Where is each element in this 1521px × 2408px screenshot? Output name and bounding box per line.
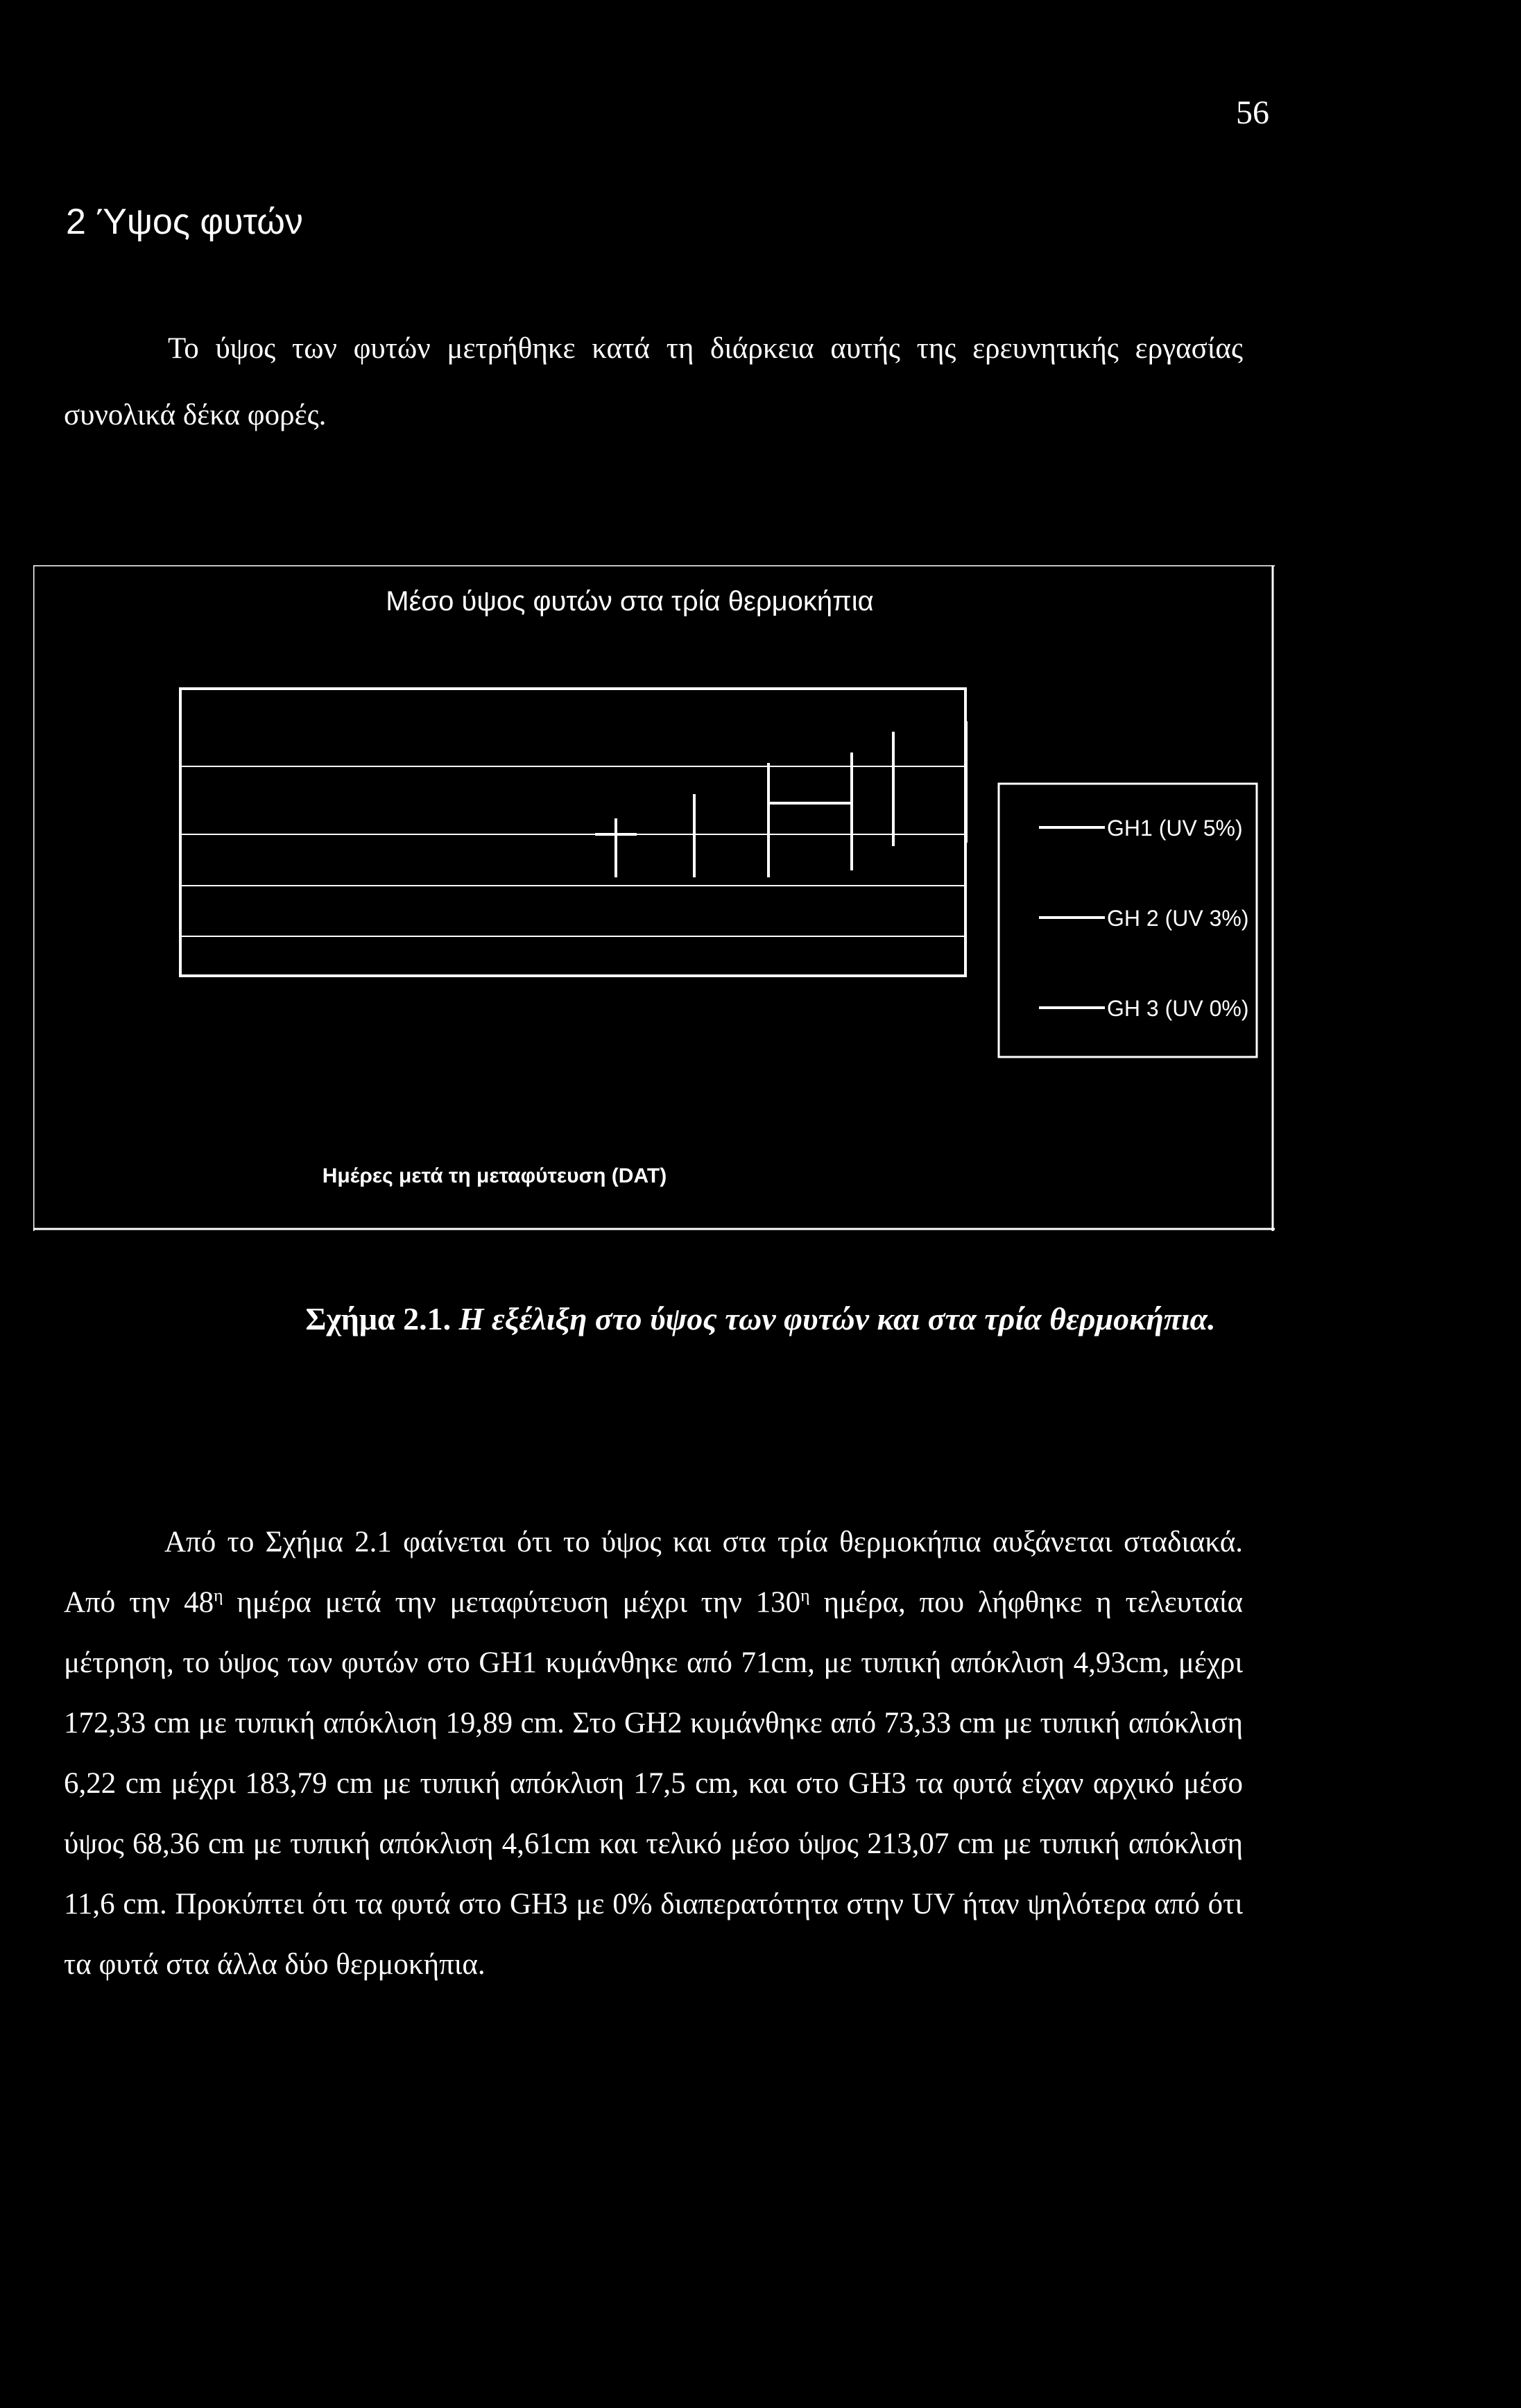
section-heading: 2 Ύψος φυτών (66, 202, 303, 242)
results-ordinal-2: η (800, 1585, 810, 1606)
series-marks (595, 721, 966, 877)
legend-label: GH 3 (UV 0%) (1107, 996, 1249, 1021)
chart-title: Μέσο ύψος φυτών στα τρία θερμοκήπια (386, 586, 874, 617)
intro-paragraph: Το ύψος των φυτών μετρήθηκε κατά τη διάρκεια αυτής της ερευνητικής εργασίας συνολικά δέκα φορές. (64, 332, 1243, 431)
results-text-2: ημέρα μετά την μεταφύτευση μέχρι την 130 (223, 1586, 801, 1619)
figure-caption (0, 1300, 1521, 1337)
results-ordinal-1: η (214, 1585, 223, 1606)
plot-area (180, 689, 965, 976)
page-number: 56 (1236, 94, 1269, 131)
results-text-1: Από το Σχήμα 2.1 φαίνεται ότι το ύψος και στα τρία θερμοκήπια αυξάνεται σταδιακά. Από την 48 (64, 1526, 1243, 1619)
figure-chart (33, 565, 1275, 1231)
figure-caption-label: Σχήμα 2.1. (305, 1301, 452, 1336)
figure-caption-text: Η εξέλιξη στο ύψος των φυτών και στα τρία θερμοκήπια. (451, 1301, 1216, 1336)
legend-label: GH1 (UV 5%) (1107, 816, 1243, 841)
results-text-3: ημέρα, που λήφθηκε η τελευταία μέτρηση, το ύψος των φυτών στο GH1 κυμάνθηκε από 71cm, με τυπική απόκλιση 4,93cm, μέχρι 172,33 cm με τυπική απόκλιση 19,89 cm. Στο GH2 κυμάνθηκε από 73,33 cm με τυπική απόκλιση 6,22 cm μέχρι 183,79 cm με τυπική απόκλιση 17,5 cm, και στο GH3 τα φυτά είχαν αρχικό μέσο ύψος 68,36 cm με τυπική απόκλιση 4,61cm και τελικό μέσο ύψος 213,07 cm με τυπική απόκλιση 11,6 cm. Προκύπτει ότι τα φυτά στο GH3 με 0% διαπερατότητα στην UV ήταν ψηλότερα από ότι τα φυτά στα άλλα δύο θερμοκήπια. (64, 1586, 1244, 1981)
legend (999, 784, 1257, 1057)
chart-svg (33, 565, 1275, 1231)
results-paragraph (64, 1512, 1243, 1995)
legend-label: GH 2 (UV 3%) (1107, 906, 1249, 931)
x-axis-label: Ημέρες μετά τη μεταφύτευση (DAT) (322, 1164, 667, 1187)
